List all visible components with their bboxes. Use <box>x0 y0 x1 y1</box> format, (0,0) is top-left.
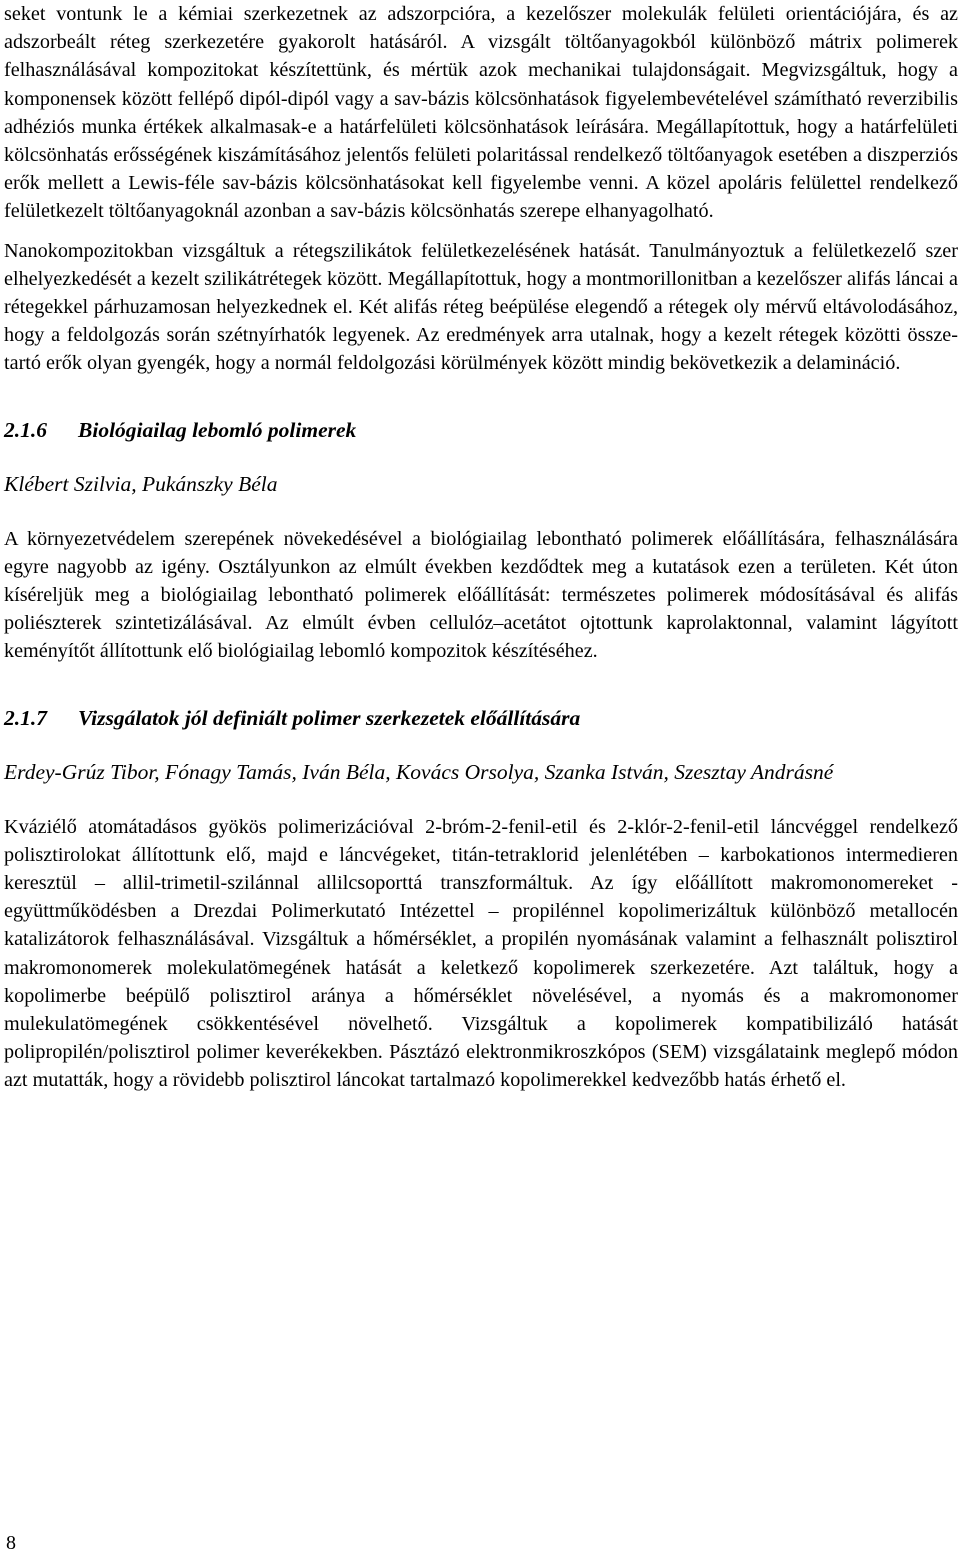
body-paragraph-continued: seket vontunk le a kémiai szerkezetnek az adszorpcióra, a kezelőszer molekulák felületi orientációjára, és az adszorbeált réteg szerkezetére gyakorolt hatásáról. A vizsgált töltőanyagokból különböző mátrix polimerek felhasználásával kompozitokat készítettünk, és mértük azok mechanikai tulajdonságait. Megvizsgáltuk, hogy a komponensek között fellépő dipól-dipól vagy a sav-bázis kölcsönhatások figyelembevételével számítható reverzibilis adhéziós munka értékek alkalmasak-e a határfelületi kölcsönhatások leírására. Megállapítottuk, hogy a határfelületi kölcsönhatás erősségének kiszámításához jelentős felületi polaritással rendelkező töltőanyagok esetében a diszperziós erők mellett a Lewis-féle sav-bázis kölcsönhatásokat kell figyelembe venni. A közel apoláris felülettel rendelkező felületkezelt töltőanyagoknál azonban a sav-bázis kölcsönhatás szerepe elhanyagolható. <box>4 3 958 223</box>
section-heading <box>4 703 958 733</box>
section-number: 2.1.7 <box>4 705 47 730</box>
section-2-1-6 <box>4 415 958 666</box>
body-paragraph: A környezetvédelem szerepének növekedésével a biológiailag lebontható polimerek előállítására, felhasználására egyre nagyobb az igény. Osztályunkon az elmúlt években kezdődtek meg a kutatások ezen a területen. Két úton kíséreljük meg a biológiailag lebontható polimerek előállítását: természetes polimerek módosításával és alifás poliészterek szintetizálásával. Az elmúlt évben cellulóz–acetátot ojtottunk kaprolaktonnal, valamint lágyított keményítőt állítottunk elő biológiailag lebomló kompozitok készítéséhez. <box>4 527 958 663</box>
section-heading <box>4 415 958 445</box>
section-title: Vizsgálatok jól definiált polimer szerkezetek előállítására <box>78 705 581 730</box>
section-authors: Erdey-Grúz Tibor, Fónagy Tamás, Iván Béla, Kovács Orsolya, Szanka István, Szesztay Andrásné <box>4 759 834 784</box>
document-page <box>4 0 958 1095</box>
section-title: Biológiailag lebomló polimerek <box>78 417 357 442</box>
body-paragraph-nanocomposites: Nanokompozitokban vizsgáltuk a rétegszilikátok felületkezelésének hatását. Tanulmányoztuk a felületkezelő szer elhelyezkedését a kezelt szilikátrétegek között. Megállapítottuk, hogy a montmorillonitban a kezelőszer alifás láncai a rétegekkel párhuzamosan helyezkednek el. Két alifás réteg beépülése elegendő a rétegek oly mérvű eltávolodásához, hogy a feldolgozás során szétnyírhatók legyenek. Az eredmények arra utalnak, hogy a kezelt rétegek közötti összetartó erők olyan gyengék, hogy a normál feldolgozási körülmények között mindig bekövetkezik a delamináció. <box>4 239 958 375</box>
section-authors: Klébert Szilvia, Pukánszky Béla <box>4 471 278 496</box>
page-number: 8 <box>6 1532 16 1554</box>
body-paragraph: Kváziélő atomátadásos gyökös polimerizációval 2-bróm-2-fenil-etil és 2-klór-2-fenil-etil láncvéggel rendelkező polisztirolokat állítottunk elő, majd e láncvégeket, titán-tetraklorid jelenlétében – karbokationos intermedieren keresztül – allil-trimetil-szilánnal allilcsoporttá transzformáltuk. Az így előállított makromonomereket - együttműködésben a Drezdai Polimerkutató Intézettel – propilénnel kopolimerizáltuk különböző metallocén katalizátorok felhasználásával. Vizsgáltuk a hőmérséklet, a propilén nyomásának valamint a felhasznált polisztirol makromonomerek molekulatömegének hatását a keletkező kopolimerek szerkezetére. Azt találtuk, hogy a kopolimerbe beépülő polisztirol aránya a hőmérséklet növelésével, a nyomás és a makromonomer mulekulatömegének csökkentésével növelhető. Vizsgáltuk a kopolimerek kompatibilizáló hatását polipropilén/polisztirol polimer keverékekben. Pásztázó elektronmikroszkópos (SEM) vizsgálataink meglepő módon azt mutatták, hogy a rövidebb polisztirol láncokat tartalmazó kopolimerekkel kedvezőbb hatás érhető el. <box>4 815 958 1092</box>
section-2-1-7 <box>4 703 958 1095</box>
section-number: 2.1.6 <box>4 417 47 442</box>
